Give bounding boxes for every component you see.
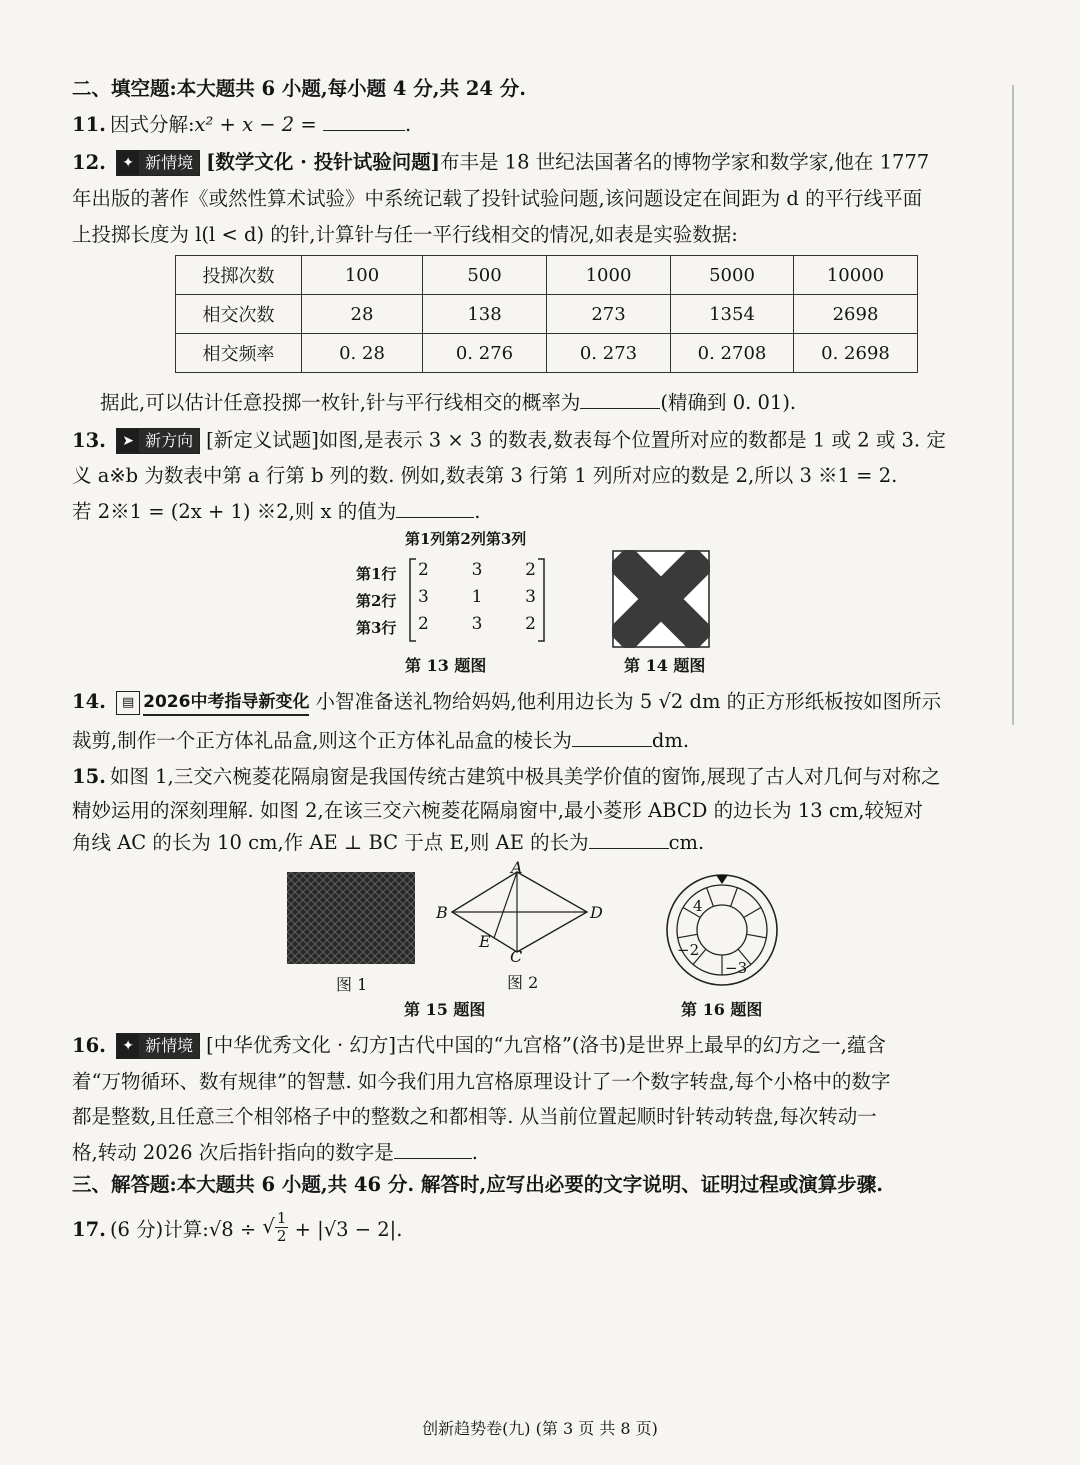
matrix-row-label: 第2行	[356, 592, 397, 610]
q16-figure-caption: 第 16 题图	[681, 1000, 763, 1019]
q12-tag	[116, 150, 200, 176]
q15-answer-blank[interactable]	[589, 830, 669, 849]
q13-figure-caption: 第 13 题图	[405, 656, 487, 675]
fraction-denominator: 2	[276, 1227, 287, 1245]
q12-number: 12.	[72, 150, 106, 174]
q16-line4	[72, 1140, 478, 1165]
table-cell: 2698	[794, 295, 918, 334]
q12-answer-blank[interactable]	[580, 390, 660, 409]
table-cell: 28	[302, 295, 423, 334]
matrix-cell: 3	[418, 587, 429, 607]
wheel-spoke	[731, 888, 738, 907]
q12-line4-text: 据此,可以估计任意投掷一枚针,针与平行线相交的概率为	[100, 391, 581, 414]
matrix-row-label: 第3行	[356, 619, 397, 637]
q12-line4	[100, 390, 796, 415]
q16-line4-text: 格,转动 2026 次后指针指向的数字是	[72, 1141, 394, 1164]
q14-line2-text: 裁剪,制作一个正方体礼品盒,则这个正方体礼品盒的棱长为	[72, 729, 572, 752]
q13-tag	[116, 428, 200, 454]
label-b: B	[436, 903, 448, 922]
q12-topic: [数学文化 · 投针试验问题]	[206, 150, 440, 174]
q13-number: 13.	[72, 428, 106, 452]
table-cell: 273	[547, 295, 671, 334]
question-13-line1	[72, 428, 946, 454]
q15-line3	[72, 830, 704, 855]
q14-line1-text: 小智准备送礼物给妈妈,他利用边长为 5 √2 dm 的正方形纸板按如图所示	[315, 690, 942, 713]
q13-matrix	[418, 560, 536, 641]
question-12-line1	[72, 150, 929, 176]
q13-tag-label: 新方向	[139, 429, 199, 453]
q16-number-wheel	[664, 872, 780, 988]
q15-window-photo	[287, 872, 415, 964]
q11-number: 11.	[72, 113, 106, 136]
table-cell: 相交频率	[176, 334, 302, 373]
q15-line3-text: 角线 AC 的长为 10 cm,作 AE ⊥ BC 于点 E,则 AE 的长为	[72, 831, 589, 854]
question-16-line1	[72, 1033, 886, 1059]
wheel-number: −2	[677, 941, 700, 959]
question-11	[72, 112, 411, 137]
matrix-cell: 3	[471, 614, 483, 634]
q14-figure-caption: 第 14 题图	[624, 656, 706, 675]
q16-tag-label: 新情境	[139, 1034, 199, 1058]
q17-sqrt-fraction: √ $\frac{1}{2}$	[262, 1209, 287, 1245]
q11-expr: x² + x − 2 =	[194, 113, 317, 136]
q12-line3: 上投掷长度为 l(l < d) 的针,计算针与任一平行线相交的情况,如表是实验数据:	[72, 223, 738, 246]
matrix-cell: 2	[418, 560, 429, 580]
q12-line2: 年出版的著作《或然性算术试验》中系统记载了投针试验问题,该问题设定在间距为 d 的平行线平面	[72, 187, 923, 210]
table-cell: 相交次数	[176, 295, 302, 334]
q12-line1-text: 布丰是 18 世纪法国著名的博物学家和数学家,他在 1777	[439, 150, 930, 174]
q16-line1-text: [中华优秀文化 · 幻方]古代中国的“九宫格”(洛书)是世界上最早的幻方之一,蕴含	[206, 1033, 886, 1057]
q16-line4-end: .	[471, 1141, 478, 1164]
label-e: E	[479, 932, 491, 951]
q14-answer-blank[interactable]	[572, 728, 652, 747]
q13-end: .	[474, 500, 481, 523]
label-a: A	[511, 858, 523, 877]
table-cell: 0. 2698	[794, 334, 918, 373]
q16-line2: 着“万物循环、数有规律”的智慧. 如今我们用九宫格原理设计了一个数字转盘,每个小格中的数字	[72, 1070, 891, 1093]
q14-tag	[116, 691, 309, 715]
q12-data-table	[175, 255, 918, 373]
table-cell: 500	[423, 256, 547, 295]
q15-line1-text: 如图 1,三交六椀菱花隔扇窗是我国传统古建筑中极具美学价值的窗饰,展现了古人对几何与对称之	[109, 765, 941, 788]
wheel-number: −3	[725, 959, 748, 977]
q13-line1-text: [新定义试题]如图,是表示 3 × 3 的数表,数表每个位置所对应的数都是 1 或 2 或 3. 定	[206, 428, 946, 452]
lightbulb-icon: ✦	[117, 1034, 139, 1058]
q11-answer-blank[interactable]	[323, 112, 405, 131]
fraction-numerator: 1	[276, 1209, 287, 1227]
q12-line4-end: (精确到 0. 01).	[660, 391, 797, 414]
q16-number: 16.	[72, 1033, 106, 1057]
wheel-spoke	[747, 934, 767, 937]
wheel-spoke	[678, 934, 698, 937]
matrix-cell: 2	[525, 614, 536, 634]
table-row	[176, 256, 918, 295]
q14-tag-label: 2026中考指导新变化	[143, 690, 309, 716]
q11-text: 因式分解:	[109, 113, 195, 136]
section-2-heading: 二、填空题:本大题共 6 小题,每小题 4 分,共 24 分.	[72, 77, 527, 100]
matrix-cell: 1	[471, 587, 483, 607]
table-row	[176, 295, 918, 334]
q15-fig2-label: 图 2	[507, 973, 539, 992]
wheel-spoke	[744, 908, 761, 918]
q16-answer-blank[interactable]	[394, 1140, 472, 1159]
q14-line2-end: dm.	[651, 729, 690, 752]
wheel-number: 4	[693, 897, 703, 915]
arrow-icon: ➤	[117, 429, 139, 453]
question-15-line1	[72, 765, 940, 789]
matrix-cell: 3	[525, 587, 536, 607]
table-cell: 100	[302, 256, 423, 295]
q16-line3: 都是整数,且任意三个相邻格子中的整数之和都相等. 从当前位置起顺时针转动转盘,每次转动一	[72, 1105, 877, 1128]
page-edge	[1012, 85, 1014, 725]
matrix-row-label: 第1行	[356, 565, 397, 583]
q15-number: 15.	[72, 765, 106, 788]
q15-figure-caption: 第 15 题图	[404, 1000, 486, 1019]
label-c: C	[510, 947, 523, 966]
page-footer: 创新趋势卷(九) (第 3 页 共 8 页)	[422, 1419, 658, 1438]
question-17	[72, 1209, 403, 1245]
q15-line2: 精妙运用的深刻理解. 如图 2,在该三交六椀菱花隔扇窗中,最小菱形 ABCD 的边长为 13 cm,较短对	[72, 799, 923, 822]
lightbulb-icon: ✦	[117, 151, 139, 175]
matrix-column-header: 第1列第2列第3列	[405, 530, 527, 548]
question-14-line1	[72, 690, 941, 715]
table-cell: 0. 28	[302, 334, 423, 373]
q14-number: 14.	[72, 690, 106, 713]
q11-end: .	[404, 113, 412, 136]
table-cell: 1354	[671, 295, 794, 334]
matrix-cell: 2	[418, 614, 429, 634]
label-d: D	[590, 903, 603, 922]
q17-rest: + |√3 − 2|.	[294, 1218, 403, 1241]
q13-line3	[72, 499, 480, 524]
q13-line3-text: 若 2※1 = (2x + 1) ※2,则 x 的值为	[72, 500, 397, 523]
q14-line2	[72, 728, 689, 753]
matrix-cell: 2	[525, 560, 536, 580]
book-icon: ▤	[116, 691, 140, 715]
table-cell: 5000	[671, 256, 794, 295]
q13-line2: 义 a※b 为数表中第 a 行第 b 列的数. 例如,数表第 3 行第 1 列所对应的数是 2,所以 3 ※1 = 2.	[72, 464, 898, 487]
q16-tag	[116, 1033, 200, 1059]
table-cell: 0. 2708	[671, 334, 794, 373]
q14-cross-figure	[612, 550, 710, 648]
q17-number: 17.	[72, 1218, 106, 1241]
q15-line3-end: cm.	[668, 831, 705, 854]
q12-tag-label: 新情境	[139, 151, 199, 175]
q17-text: (6 分)计算:√8 ÷	[109, 1218, 257, 1241]
table-cell: 0. 273	[547, 334, 671, 373]
wheel-spoke	[707, 888, 714, 907]
section-3-heading: 三、解答题:本大题共 6 小题,共 46 分. 解答时,应写出必要的文字说明、证明过程或演算步骤.	[72, 1173, 884, 1196]
matrix-cell: 3	[471, 560, 483, 580]
table-cell: 1000	[547, 256, 671, 295]
q13-answer-blank[interactable]	[396, 499, 474, 518]
table-cell: 138	[423, 295, 547, 334]
table-row	[176, 334, 918, 373]
q15-fig1-label: 图 1	[336, 975, 368, 994]
table-cell: 0. 276	[423, 334, 547, 373]
table-cell: 投掷次数	[176, 256, 302, 295]
table-cell: 10000	[794, 256, 918, 295]
